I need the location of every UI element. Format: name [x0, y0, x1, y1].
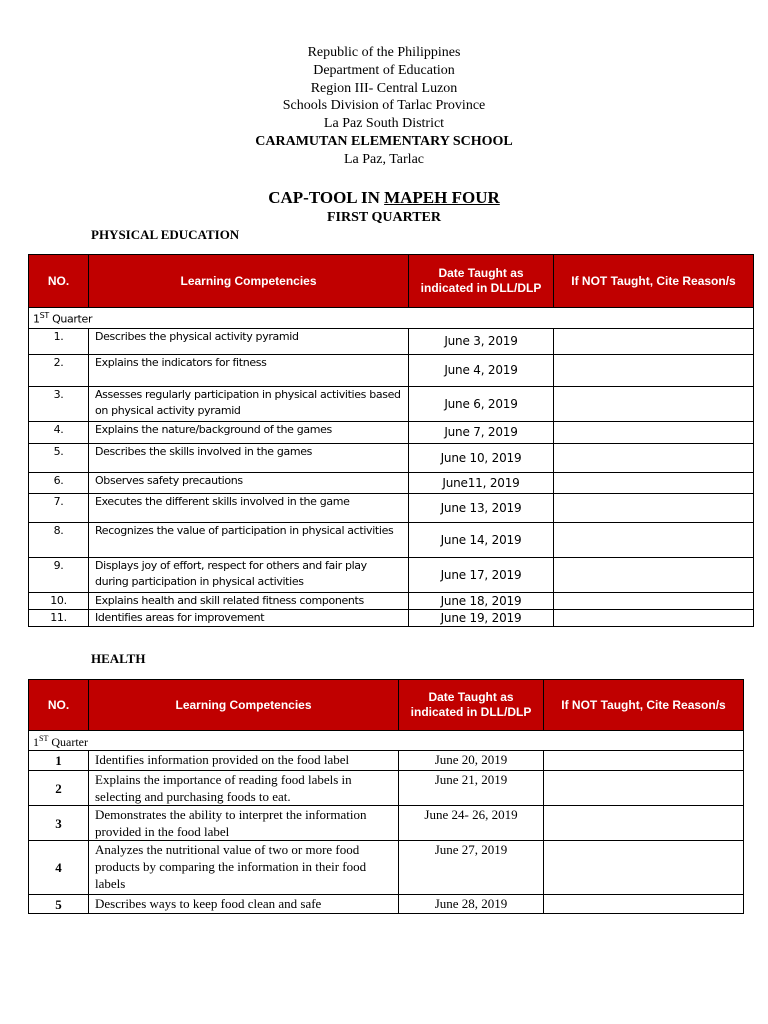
date-taught: June 28, 2019 — [399, 895, 544, 914]
reason-cell — [554, 472, 754, 493]
header-line-republic: Republic of the Philippines — [307, 45, 461, 60]
pe-section-heading: PHYSICAL EDUCATION — [91, 227, 240, 242]
reason-cell — [554, 354, 754, 386]
competency-text: Demonstrates the ability to interpret the information provided in the food label — [89, 806, 399, 841]
date-taught: June 21, 2019 — [399, 771, 544, 806]
table-row — [29, 771, 744, 806]
school-name: CARAMUTAN ELEMENTARY SCHOOL — [255, 133, 513, 149]
competency-text: Assesses regularly participation in physical activities based on physical activity pyramid — [89, 386, 409, 421]
table-row — [29, 557, 754, 592]
reason-cell — [544, 841, 744, 895]
date-taught: June 6, 2019 — [409, 386, 554, 421]
row-number: 5 — [29, 895, 89, 914]
col-reason-header: If NOT Taught, Cite Reason/s — [554, 255, 754, 308]
competency-text: Identifies areas for improvement — [89, 609, 409, 626]
competency-text: Observes safety precautions — [89, 472, 409, 493]
competency-text: Analyzes the nutritional value of two or more food products by comparing the information in their food labels — [89, 841, 399, 895]
col-reason-header: If NOT Taught, Cite Reason/s — [544, 680, 744, 731]
reason-cell — [544, 771, 744, 806]
health-section-heading: HEALTH — [91, 651, 146, 666]
row-number: 6. — [29, 472, 89, 493]
table-row — [29, 354, 754, 386]
date-taught: June 7, 2019 — [409, 421, 554, 443]
health-table — [28, 679, 744, 914]
row-number: 1 — [29, 751, 89, 771]
reason-cell — [554, 386, 754, 421]
date-taught: June 4, 2019 — [409, 354, 554, 386]
date-taught: June 24- 26, 2019 — [399, 806, 544, 841]
reason-cell — [544, 895, 744, 914]
table-row — [29, 895, 744, 914]
col-competencies-header: Learning Competencies — [89, 680, 399, 731]
quarter-row — [29, 308, 754, 329]
row-number: 8. — [29, 522, 89, 557]
competency-text: Identifies information provided on the food label — [89, 751, 399, 771]
row-number: 3. — [29, 386, 89, 421]
competency-text: Describes the physical activity pyramid — [89, 328, 409, 354]
competency-text: Displays joy of effort, respect for others and fair play during participation in physical activities — [89, 557, 409, 592]
table-row — [29, 592, 754, 609]
table-row — [29, 493, 754, 522]
col-date-header: Date Taught as indicated in DLL/DLP — [399, 680, 544, 731]
reason-cell — [554, 557, 754, 592]
date-taught: June 19, 2019 — [409, 609, 554, 626]
date-taught: June 18, 2019 — [409, 592, 554, 609]
table-row — [29, 522, 754, 557]
col-no-header: NO. — [29, 255, 89, 308]
quarter-label: 1ST Quarter — [29, 308, 754, 329]
competency-text: Describes ways to keep food clean and safe — [89, 895, 399, 914]
competency-text: Describes the skills involved in the games — [89, 443, 409, 472]
reason-cell — [554, 328, 754, 354]
header-line-district: La Paz South District — [323, 116, 445, 132]
competency-text: Recognizes the value of participation in physical activities — [89, 522, 409, 557]
document-header — [0, 44, 768, 169]
reason-cell — [554, 421, 754, 443]
title-prefix: CAP-TOOL IN — [268, 188, 385, 207]
date-taught: June 14, 2019 — [409, 522, 554, 557]
row-number: 4. — [29, 421, 89, 443]
date-taught: June 3, 2019 — [409, 328, 554, 354]
reason-cell — [554, 493, 754, 522]
row-number: 2 — [29, 771, 89, 806]
pe-table — [28, 254, 754, 627]
table-row — [29, 421, 754, 443]
row-number: 1. — [29, 328, 89, 354]
reason-cell — [544, 806, 744, 841]
date-taught: June 20, 2019 — [399, 751, 544, 771]
competency-text: Executes the different skills involved in the game — [89, 493, 409, 522]
date-taught: June11, 2019 — [409, 472, 554, 493]
row-number: 7. — [29, 493, 89, 522]
date-taught: June 13, 2019 — [409, 493, 554, 522]
reason-cell — [554, 443, 754, 472]
school-location: La Paz, Tarlac — [344, 151, 424, 167]
competency-text: Explains the nature/background of the games — [89, 421, 409, 443]
competency-text: Explains the importance of reading food labels in selecting and purchasing foods to eat. — [89, 771, 399, 806]
table-row — [29, 609, 754, 626]
quarter-row — [29, 731, 744, 751]
col-no-header: NO. — [29, 680, 89, 731]
document-subtitle: FIRST QUARTER — [327, 210, 441, 225]
header-line-region: Region III- Central Luzon — [310, 80, 458, 96]
row-number: 9. — [29, 557, 89, 592]
date-taught: June 17, 2019 — [409, 557, 554, 592]
reason-cell — [554, 522, 754, 557]
col-competencies-header: Learning Competencies — [89, 255, 409, 308]
competency-text: Explains health and skill related fitness components — [89, 592, 409, 609]
title-subject: MAPEH FOUR — [384, 188, 500, 207]
reason-cell — [554, 592, 754, 609]
document-title — [0, 188, 768, 208]
reason-cell — [554, 609, 754, 626]
row-number: 2. — [29, 354, 89, 386]
table-row — [29, 328, 754, 354]
table-row — [29, 806, 744, 841]
date-taught: June 27, 2019 — [399, 841, 544, 895]
quarter-label: 1ST Quarter — [29, 731, 744, 751]
header-line-division: Schools Division of Tarlac Province — [282, 98, 486, 114]
row-number: 10. — [29, 592, 89, 609]
row-number: 3 — [29, 806, 89, 841]
table-row — [29, 841, 744, 895]
row-number: 11. — [29, 609, 89, 626]
table-row — [29, 472, 754, 493]
table-row — [29, 443, 754, 472]
health-table-header — [29, 680, 744, 731]
table-row — [29, 751, 744, 771]
pe-table-header — [29, 255, 754, 308]
row-number: 4 — [29, 841, 89, 895]
date-taught: June 10, 2019 — [409, 443, 554, 472]
col-date-header: Date Taught as indicated in DLL/DLP — [409, 255, 554, 308]
row-number: 5. — [29, 443, 89, 472]
competency-text: Explains the indicators for fitness — [89, 354, 409, 386]
reason-cell — [544, 751, 744, 771]
header-line-department: Department of Education — [313, 62, 455, 78]
table-row — [29, 386, 754, 421]
